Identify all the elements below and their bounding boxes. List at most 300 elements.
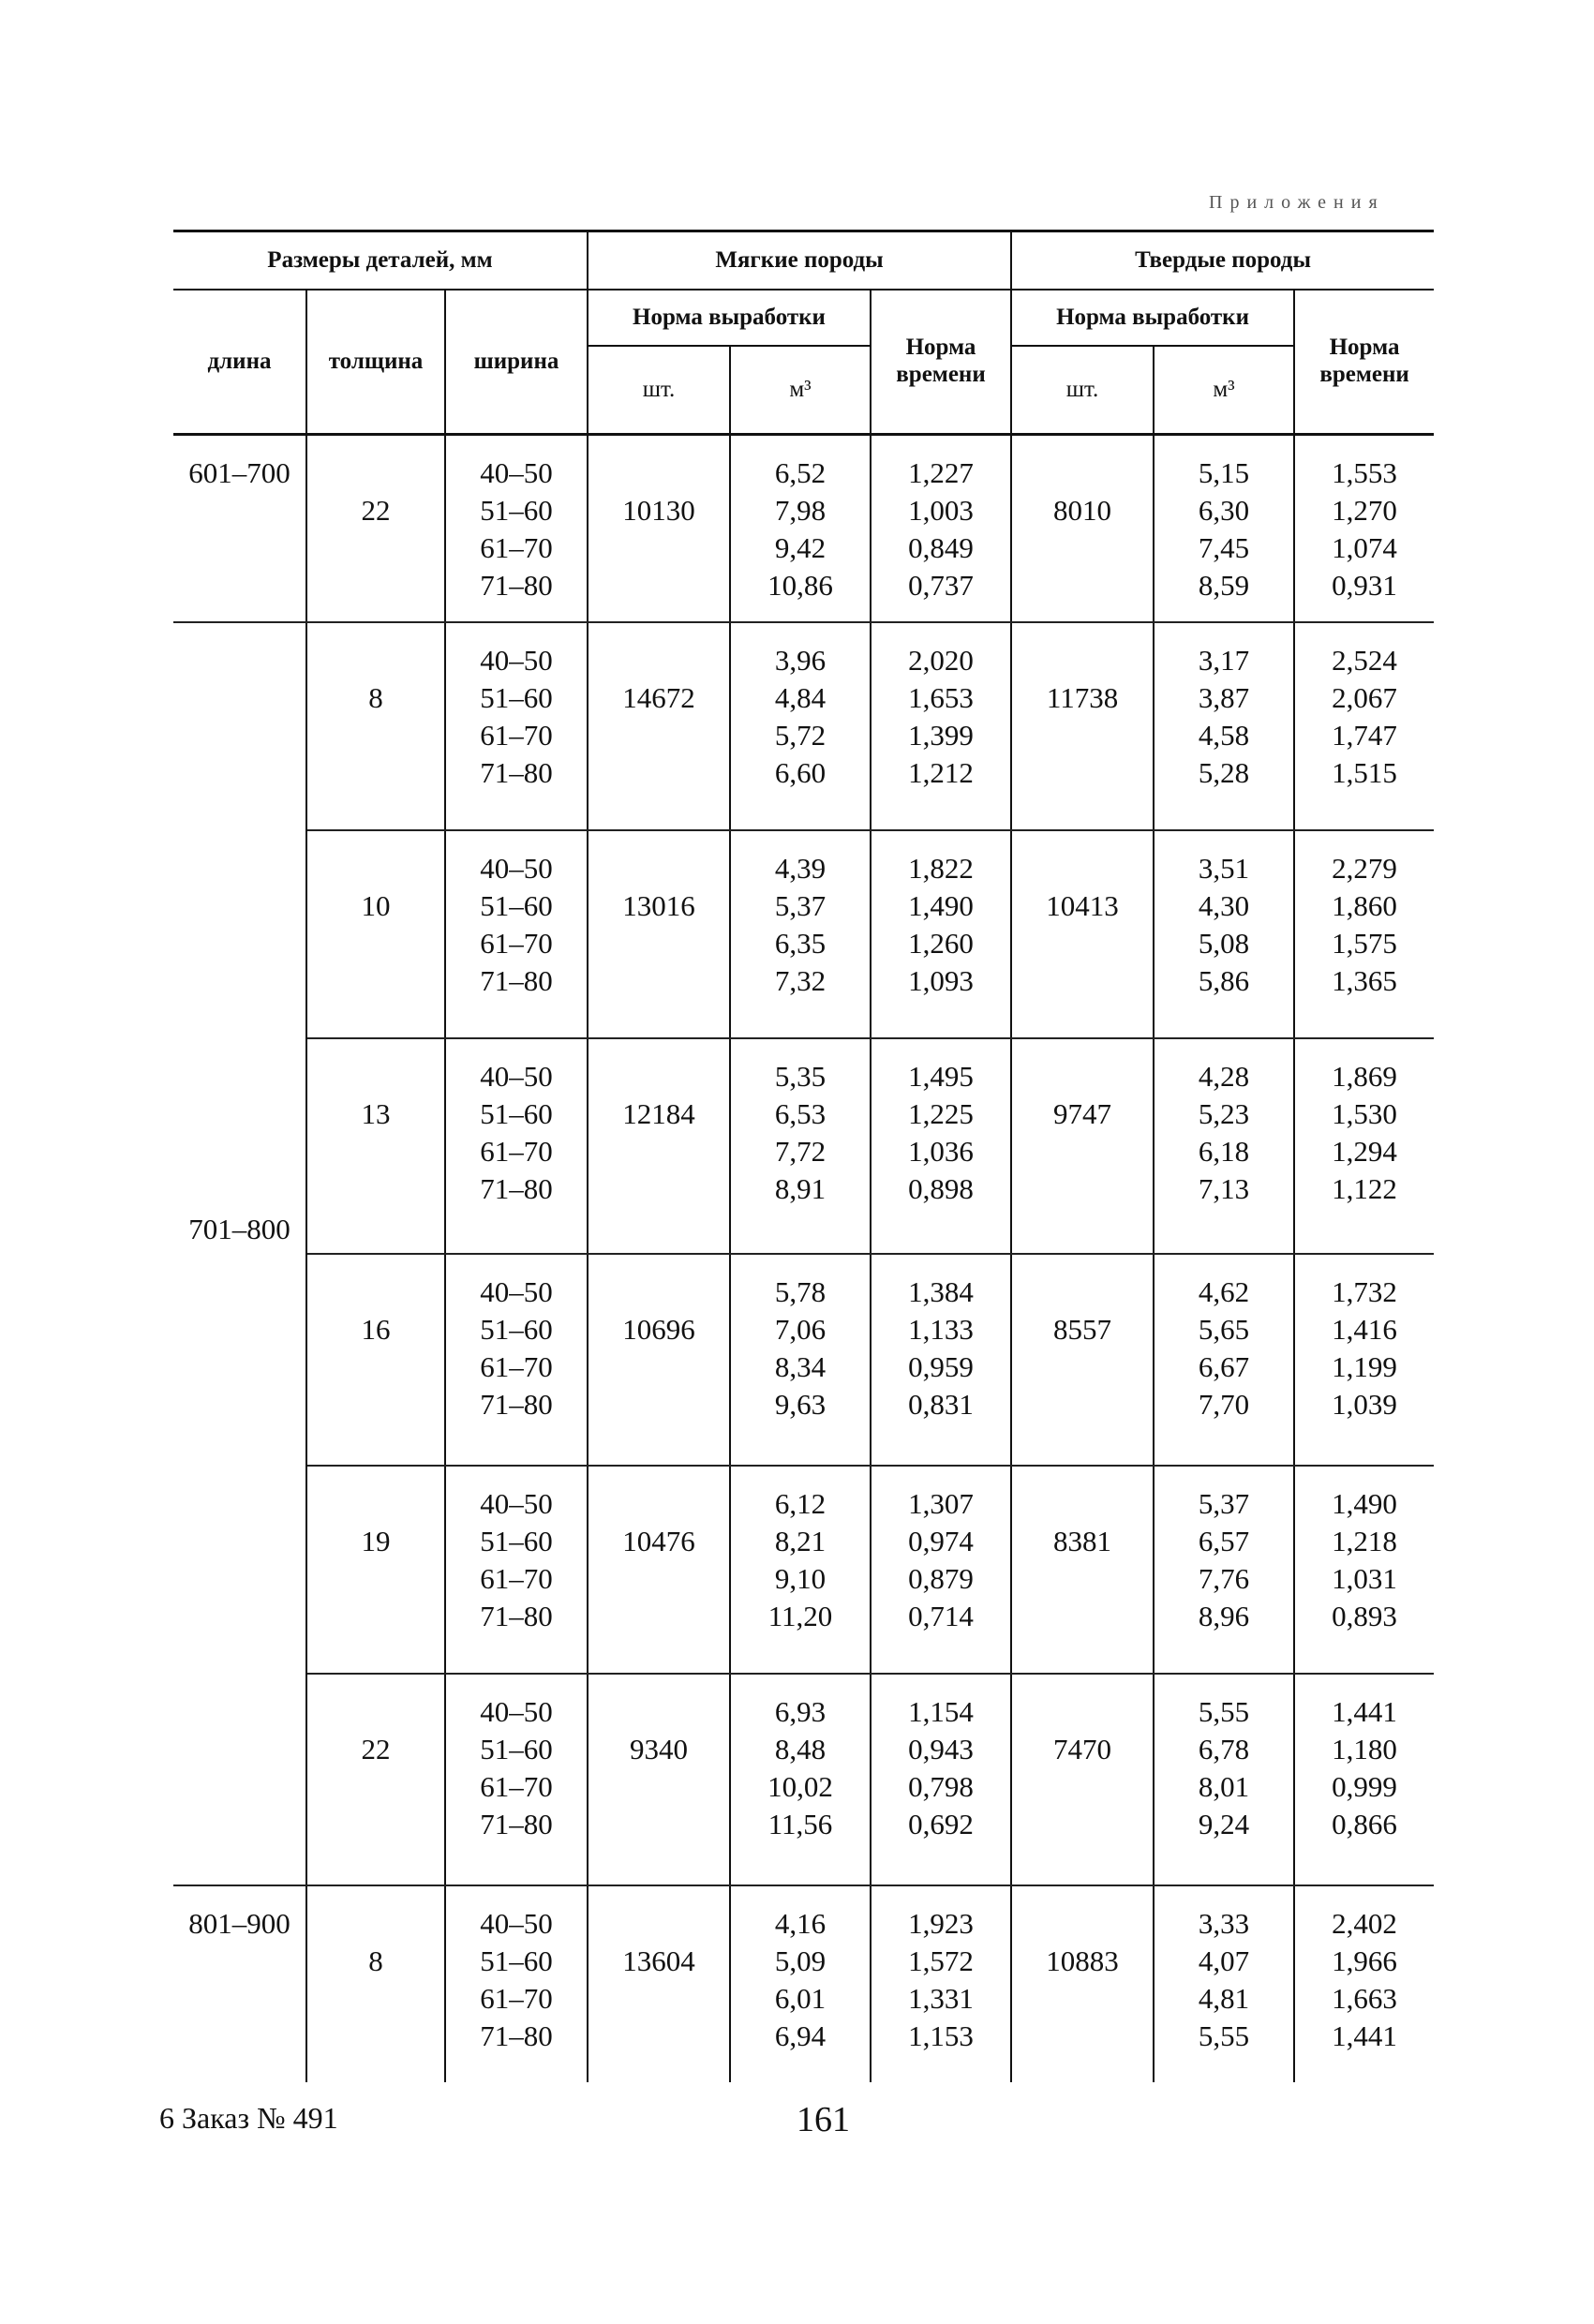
widths-value: 61–70 [480, 1349, 553, 1383]
thickness-cell-value: 22 [361, 494, 391, 527]
length-cell-value [173, 1466, 305, 1484]
soft_time-value: 1,495 [908, 1059, 974, 1093]
hard_time-value: 2,279 [1332, 851, 1397, 885]
hard-pcs-cell [1011, 1466, 1154, 1674]
hard_time-value: 1,530 [1332, 1096, 1397, 1130]
hard-pcs-cell-value: 10883 [1046, 1944, 1119, 1977]
hard-time-cell [1294, 1254, 1434, 1466]
hard_time-value: 1,416 [1332, 1312, 1397, 1346]
hard-m3-cell [1154, 1674, 1294, 1885]
hard_m3-value: 8,59 [1198, 569, 1250, 602]
hard-pcs-cell-value: 8557 [1053, 1312, 1112, 1346]
thickness-cell-value: 8 [368, 1944, 383, 1977]
widths-value: 71–80 [480, 1171, 553, 1205]
widths-value: 61–70 [480, 718, 553, 752]
hard_m3-value: 6,57 [1198, 1524, 1250, 1557]
soft_m3-value: 4,84 [774, 680, 827, 714]
widths-value: 51–60 [480, 1944, 553, 1977]
table-row [173, 1038, 1434, 1254]
soft_time-value: 0,737 [908, 569, 974, 602]
widths-value: 51–60 [480, 1096, 553, 1130]
widths-value: 61–70 [480, 1561, 553, 1595]
hard_time-list [1295, 1886, 1434, 2055]
soft_time-value: 1,154 [908, 1694, 974, 1728]
soft_m3-value: 6,94 [774, 2019, 827, 2052]
soft_m3-value: 11,56 [767, 1807, 833, 1840]
soft_m3-value: 7,72 [774, 1134, 827, 1168]
soft-time-cell [871, 435, 1011, 622]
soft_time-value: 1,331 [908, 1981, 974, 2015]
hard_time-value: 1,294 [1332, 1134, 1397, 1168]
length-cell [173, 1466, 306, 1674]
thickness-cell-value: 19 [361, 1524, 391, 1557]
width-cell [445, 622, 588, 830]
hard_time-value: 1,490 [1332, 1486, 1397, 1520]
soft-time-cell [871, 830, 1011, 1038]
widths-value: 40–50 [480, 1486, 553, 1520]
soft_time-value: 1,822 [908, 851, 974, 885]
hard_time-value: 1,122 [1332, 1171, 1397, 1205]
soft_m3-value: 7,06 [774, 1312, 827, 1346]
length-cell [173, 1674, 306, 1885]
soft-pcs-cell [588, 1674, 730, 1885]
hard-m3-cell [1154, 1885, 1294, 2082]
soft-pcs-cell-value: 10696 [622, 1312, 695, 1346]
widths-value: 61–70 [480, 1134, 553, 1168]
hard-pcs-cell [1011, 1038, 1154, 1254]
soft-time-cell [871, 1674, 1011, 1885]
width-cell [445, 1466, 588, 1674]
soft_time-value: 2,020 [908, 643, 974, 677]
thickness-cell [306, 1254, 445, 1466]
running-head: Приложения [1209, 192, 1385, 213]
widths-list [446, 1039, 587, 1208]
soft_m3-value: 6,01 [774, 1981, 827, 2015]
soft_time-list [871, 1255, 1010, 1423]
soft_m3-value: 9,63 [774, 1387, 827, 1421]
hard_m3-value: 4,62 [1198, 1274, 1250, 1308]
soft_m3-list [731, 1675, 870, 1843]
length-cell-value [173, 830, 305, 849]
soft_m3-value: 5,09 [774, 1944, 827, 1977]
widths-value: 71–80 [480, 2019, 553, 2052]
soft-pcs-cell [588, 1466, 730, 1674]
soft_m3-list [731, 1255, 870, 1423]
hard_time-list [1295, 623, 1434, 792]
soft_m3-value: 7,98 [774, 494, 827, 527]
hard_m3-value: 4,58 [1198, 718, 1250, 752]
thickness-cell [306, 622, 445, 830]
soft_m3-value: 6,52 [774, 456, 827, 489]
hard_m3-value: 6,18 [1198, 1134, 1250, 1168]
hard_m3-value: 6,78 [1198, 1732, 1250, 1765]
hard_time-value: 1,441 [1332, 2019, 1397, 2052]
hard-time-cell [1294, 435, 1434, 622]
soft_time-value: 0,798 [908, 1769, 974, 1803]
width-cell [445, 830, 588, 1038]
soft-pcs-cell-value: 10130 [622, 494, 695, 527]
thickness-cell [306, 435, 445, 622]
thickness-cell [306, 1885, 445, 2082]
header-sizes: Размеры деталей, мм [173, 231, 588, 290]
widths-value: 40–50 [480, 851, 553, 885]
widths-value: 51–60 [480, 1732, 553, 1765]
hard_m3-value: 8,01 [1198, 1769, 1250, 1803]
soft_time-value: 0,943 [908, 1732, 974, 1765]
soft_time-value: 1,003 [908, 494, 974, 527]
hard_m3-value: 5,15 [1198, 456, 1250, 489]
hard_m3-value: 7,76 [1198, 1561, 1250, 1595]
widths-value: 40–50 [480, 1694, 553, 1728]
widths-list [446, 1467, 587, 1635]
widths-value: 51–60 [480, 1312, 553, 1346]
hard_time-value: 1,039 [1332, 1387, 1397, 1421]
soft_m3-list [731, 1039, 870, 1208]
hard-pcs-cell [1011, 622, 1154, 830]
hard_m3-value: 3,17 [1198, 643, 1250, 677]
hard_time-value: 1,515 [1332, 755, 1397, 789]
widths-list [446, 831, 587, 1000]
width-cell [445, 1038, 588, 1254]
widths-value: 40–50 [480, 456, 553, 489]
widths-value: 61–70 [480, 1769, 553, 1803]
hard-m3-cell [1154, 1466, 1294, 1674]
soft_time-list [871, 1467, 1010, 1635]
soft_time-value: 0,959 [908, 1349, 974, 1383]
hard_m3-list [1155, 1886, 1293, 2055]
hard_time-value: 1,218 [1332, 1524, 1397, 1557]
soft-time-cell [871, 1038, 1011, 1254]
length-cell-value [173, 623, 305, 642]
soft_m3-value: 3,96 [774, 643, 827, 677]
widths-value: 40–50 [480, 643, 553, 677]
widths-value: 51–60 [480, 680, 553, 714]
hard_m3-value: 6,67 [1198, 1349, 1250, 1383]
hard_m3-value: 4,07 [1198, 1944, 1250, 1977]
hard_time-value: 1,732 [1332, 1274, 1397, 1308]
widths-list [446, 1886, 587, 2055]
length-cell [173, 1885, 306, 2082]
hard_time-value: 2,402 [1332, 1906, 1397, 1940]
hard-pcs-cell-value: 8010 [1053, 494, 1112, 527]
hard_m3-list [1155, 831, 1293, 1000]
widths-list [446, 623, 587, 792]
widths-value: 71–80 [480, 569, 553, 602]
norms-table [173, 230, 1434, 2082]
hard_m3-value: 6,30 [1198, 494, 1250, 527]
hard-time-cell [1294, 830, 1434, 1038]
soft_m3-value: 7,32 [774, 963, 827, 997]
widths-value: 40–50 [480, 1906, 553, 1940]
hard_m3-list [1155, 623, 1293, 792]
widths-value: 61–70 [480, 531, 553, 564]
soft-pcs-cell-value: 9340 [630, 1732, 688, 1765]
soft_m3-value: 8,48 [774, 1732, 827, 1765]
hard_time-list [1295, 436, 1434, 604]
hard_time-value: 1,966 [1332, 1944, 1397, 1977]
header-hard-species: Твердые породы [1011, 231, 1434, 290]
soft-pcs-cell-value: 13016 [622, 888, 695, 922]
soft-m3-cell [730, 435, 871, 622]
header-soft-output-norm: Норма выработки [588, 290, 871, 346]
soft_time-value: 1,260 [908, 926, 974, 960]
soft_m3-list [731, 436, 870, 604]
soft_time-list [871, 1039, 1010, 1208]
hard_time-value: 1,365 [1332, 963, 1397, 997]
hard_m3-value: 3,33 [1198, 1906, 1250, 1940]
hard_m3-value: 9,24 [1198, 1807, 1250, 1840]
hard-pcs-cell [1011, 435, 1154, 622]
table-row [173, 830, 1434, 1038]
widths-value: 71–80 [480, 1807, 553, 1840]
thickness-cell-value: 16 [361, 1312, 391, 1346]
soft_time-list [871, 1886, 1010, 2055]
hard_m3-list [1155, 436, 1293, 604]
soft_m3-value: 10,02 [767, 1769, 833, 1803]
soft-pcs-cell-value: 10476 [622, 1524, 695, 1557]
hard-pcs-cell-value: 8381 [1053, 1524, 1112, 1557]
soft-m3-cell [730, 830, 871, 1038]
hard_m3-value: 5,86 [1198, 963, 1250, 997]
hard-pcs-cell-value: 10413 [1046, 888, 1119, 922]
soft_m3-value: 8,91 [774, 1171, 827, 1205]
soft-pcs-cell [588, 1038, 730, 1254]
soft_m3-value: 4,16 [774, 1906, 827, 1940]
hard_time-list [1295, 1255, 1434, 1423]
header-hard-time-norm: Норма времени [1294, 290, 1434, 435]
hard_time-value: 0,999 [1332, 1769, 1397, 1803]
soft_time-list [871, 436, 1010, 604]
hard_time-value: 1,869 [1332, 1059, 1397, 1093]
soft-m3-cell [730, 1466, 871, 1674]
thickness-cell-value: 8 [368, 680, 383, 714]
header-soft-species: Мягкие породы [588, 231, 1011, 290]
hard-time-cell [1294, 1885, 1434, 2082]
hard-pcs-cell [1011, 830, 1154, 1038]
soft_m3-value: 6,35 [774, 926, 827, 960]
soft_time-value: 0,692 [908, 1807, 974, 1840]
hard_m3-value: 5,23 [1198, 1096, 1250, 1130]
widths-value: 51–60 [480, 494, 553, 527]
hard_time-value: 1,553 [1332, 456, 1397, 489]
hard-time-cell [1294, 1466, 1434, 1674]
soft_time-value: 1,212 [908, 755, 974, 789]
length-cell [173, 622, 306, 830]
width-cell [445, 435, 588, 622]
hard_m3-value: 5,55 [1198, 1694, 1250, 1728]
soft_m3-value: 4,39 [774, 851, 827, 885]
hard_m3-value: 5,37 [1198, 1486, 1250, 1520]
header-length: длина [173, 290, 306, 435]
hard_m3-value: 3,87 [1198, 680, 1250, 714]
hard-pcs-cell-value: 11738 [1046, 680, 1119, 714]
soft_m3-value: 9,42 [774, 531, 827, 564]
widths-value: 71–80 [480, 1387, 553, 1421]
table-row [173, 1254, 1434, 1466]
table-row [173, 1466, 1434, 1674]
widths-value: 51–60 [480, 1524, 553, 1557]
order-number: 6 Заказ № 491 [159, 2101, 338, 2135]
length-cell-value: 801–900 [188, 1906, 290, 1940]
hard_time-list [1295, 1675, 1434, 1843]
hard-pcs-cell-value: 7470 [1053, 1732, 1112, 1765]
hard_time-value: 1,031 [1332, 1561, 1397, 1595]
hard_m3-list [1155, 1467, 1293, 1635]
soft_time-value: 0,974 [908, 1524, 974, 1557]
soft_m3-value: 9,10 [774, 1561, 827, 1595]
soft-pcs-cell-value: 13604 [622, 1944, 695, 1977]
soft_time-value: 1,225 [908, 1096, 974, 1130]
soft-m3-cell [730, 1885, 871, 2082]
hard_time-value: 1,199 [1332, 1349, 1397, 1383]
hard_time-list [1295, 1467, 1434, 1635]
hard_m3-list [1155, 1675, 1293, 1843]
hard_m3-value: 4,28 [1198, 1059, 1250, 1093]
hard-time-cell [1294, 1038, 1434, 1254]
widths-value: 71–80 [480, 755, 553, 789]
soft-m3-cell [730, 1674, 871, 1885]
widths-list [446, 1255, 587, 1423]
soft_m3-value: 5,35 [774, 1059, 827, 1093]
soft_time-list [871, 831, 1010, 1000]
soft_m3-list [731, 1467, 870, 1635]
soft_m3-value: 10,86 [767, 569, 833, 602]
length-cell-value [173, 1254, 305, 1273]
hard-m3-cell [1154, 1254, 1294, 1466]
soft_m3-value: 5,78 [774, 1274, 827, 1308]
header-thickness: толщина [306, 290, 445, 435]
soft_time-value: 0,831 [908, 1387, 974, 1421]
length-cell [173, 830, 306, 1038]
hard-pcs-cell-value: 9747 [1053, 1096, 1112, 1130]
hard_time-value: 1,860 [1332, 888, 1397, 922]
hard_time-value: 1,074 [1332, 531, 1397, 564]
soft-time-cell [871, 1254, 1011, 1466]
width-cell [445, 1674, 588, 1885]
hard_m3-value: 4,81 [1198, 1981, 1250, 2015]
hard_time-value: 1,441 [1332, 1694, 1397, 1728]
soft_time-value: 1,490 [908, 888, 974, 922]
hard-pcs-cell [1011, 1885, 1154, 2082]
header-hard-output-norm: Норма выработки [1011, 290, 1294, 346]
thickness-cell-value: 13 [361, 1096, 391, 1130]
soft-pcs-cell-value: 12184 [622, 1096, 695, 1130]
length-cell [173, 435, 306, 622]
hard_time-value: 2,067 [1332, 680, 1397, 714]
soft-time-cell [871, 1466, 1011, 1674]
header-soft-pcs: шт. [588, 346, 730, 435]
soft_m3-value: 8,34 [774, 1349, 827, 1383]
hard_m3-list [1155, 1039, 1293, 1208]
soft_time-list [871, 623, 1010, 792]
widths-value: 61–70 [480, 926, 553, 960]
hard-pcs-cell [1011, 1674, 1154, 1885]
header-soft-m3: м³ [730, 346, 871, 435]
widths-value: 40–50 [480, 1059, 553, 1093]
soft_time-value: 0,879 [908, 1561, 974, 1595]
soft_time-value: 1,399 [908, 718, 974, 752]
soft_m3-value: 6,53 [774, 1096, 827, 1130]
soft-time-cell [871, 1885, 1011, 2082]
soft-pcs-cell [588, 1885, 730, 2082]
hard_time-value: 1,180 [1332, 1732, 1397, 1765]
hard_m3-value: 5,55 [1198, 2019, 1250, 2052]
hard_m3-value: 7,70 [1198, 1387, 1250, 1421]
soft-m3-cell [730, 1038, 871, 1254]
soft-pcs-cell [588, 435, 730, 622]
hard-m3-cell [1154, 622, 1294, 830]
widths-value: 40–50 [480, 1274, 553, 1308]
thickness-cell [306, 1038, 445, 1254]
widths-list [446, 436, 587, 604]
soft-pcs-cell [588, 622, 730, 830]
hard_time-list [1295, 1039, 1434, 1208]
norms-table-container [173, 230, 1434, 2082]
soft_time-value: 1,653 [908, 680, 974, 714]
hard_time-value: 0,893 [1332, 1599, 1397, 1632]
soft_time-value: 1,093 [908, 963, 974, 997]
hard_m3-value: 5,08 [1198, 926, 1250, 960]
widths-value: 51–60 [480, 888, 553, 922]
hard_time-value: 2,524 [1332, 643, 1397, 677]
soft_time-value: 1,153 [908, 2019, 974, 2052]
hard_time-value: 1,747 [1332, 718, 1397, 752]
soft_m3-value: 6,60 [774, 755, 827, 789]
hard_m3-value: 8,96 [1198, 1599, 1250, 1632]
hard-pcs-cell [1011, 1254, 1154, 1466]
soft_time-value: 1,572 [908, 1944, 974, 1977]
hard-time-cell [1294, 622, 1434, 830]
soft-m3-cell [730, 1254, 871, 1466]
hard_m3-list [1155, 1255, 1293, 1423]
soft_m3-value: 5,37 [774, 888, 827, 922]
table-row [173, 1885, 1434, 2082]
hard_m3-value: 7,13 [1198, 1171, 1250, 1205]
soft_time-value: 1,036 [908, 1134, 974, 1168]
hard_m3-value: 7,45 [1198, 531, 1250, 564]
thickness-cell [306, 830, 445, 1038]
header-width: ширина [445, 290, 588, 435]
widths-value: 71–80 [480, 1599, 553, 1632]
length-cell-value [173, 1674, 305, 1692]
soft_time-value: 1,133 [908, 1312, 974, 1346]
header-hard-pcs: шт. [1011, 346, 1154, 435]
soft_time-value: 0,849 [908, 531, 974, 564]
soft-time-cell [871, 622, 1011, 830]
width-cell [445, 1885, 588, 2082]
soft_time-list [871, 1675, 1010, 1843]
hard_m3-value: 3,51 [1198, 851, 1250, 885]
hard-time-cell [1294, 1674, 1434, 1885]
soft_m3-value: 5,72 [774, 718, 827, 752]
soft_time-value: 1,227 [908, 456, 974, 489]
hard-m3-cell [1154, 435, 1294, 622]
hard_time-value: 1,575 [1332, 926, 1397, 960]
soft_time-value: 0,714 [908, 1599, 974, 1632]
soft_m3-value: 6,93 [774, 1694, 827, 1728]
hard-m3-cell [1154, 830, 1294, 1038]
thickness-cell-value: 10 [361, 888, 391, 922]
length-cell [173, 1038, 306, 1254]
table-row [173, 1674, 1434, 1885]
length-cell-value: 701–800 [188, 1212, 290, 1245]
length-cell-value: 601–700 [188, 456, 290, 489]
soft_time-value: 1,307 [908, 1486, 974, 1520]
soft_time-value: 1,384 [908, 1274, 974, 1308]
table-row [173, 622, 1434, 830]
thickness-cell-value: 22 [361, 1732, 391, 1765]
widths-value: 71–80 [480, 963, 553, 997]
